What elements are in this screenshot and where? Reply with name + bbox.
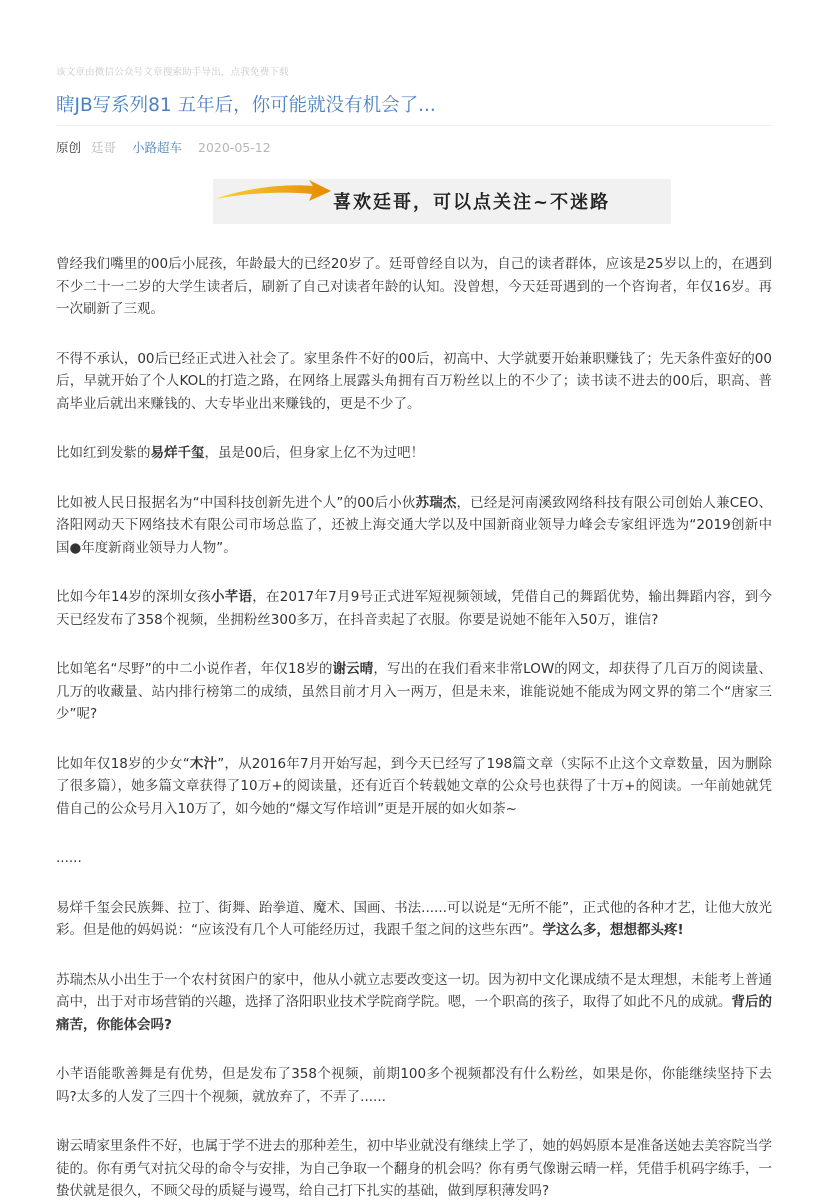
bold-name: 苏瑞杰 bbox=[415, 494, 457, 511]
bold-name: 木汁 bbox=[189, 755, 218, 772]
bold-name: 小芊语 bbox=[211, 589, 253, 605]
paragraph: 不得不承认，00后已经正式进入社会了。家里条件不好的00后，初高中、大学就要开始兼职赚钱了；先天条件蛮好的00后，早就开始了个人KOL的打造之路，在网络上展露头角拥有百万粉丝以上的不少了；读书读不进去的00后，职高、普高毕业后就出来赚钱的、大专毕业出来赚钱的，更是不少了。 bbox=[56, 350, 772, 412]
paragraph: 比如年仅18岁的少女“木汁”，从2016年7月开始写起，到今天已经写了198篇文章（实际不止这个文章数量，因为删除了很多篇），她多篇文章获得了10万+的阅读量，还有近百个转载她文章的公众号也获得了十万+的阅读。一年前她就凭借自己的公众号月入10万了，如今她的“爆文写作培训”更是开展的如火如荼~ bbox=[56, 755, 773, 817]
paragraph: 谢云晴家里条件不好，也属于学不进去的那种差生，初中毕业就没有继续上学了，她的妈妈原本是准备送她去美容院当学徒的。你有勇气对抗父母的命令与安排，为自己争取一个翻身的机会吗？你有勇气像谢云晴一样，凭借手机码字练手，一蛰伏就是很久，不顾父母的质疑与谩骂，给自己打下扎实的基础，做到厚积薄发吗? bbox=[56, 1138, 772, 1199]
title-divider bbox=[56, 125, 772, 126]
publish-date: 2020-05-12 bbox=[198, 140, 271, 155]
banner-caption: 喜欢廷哥，可以点关注~不迷路 bbox=[333, 192, 611, 213]
account-link[interactable]: 小路超车 bbox=[132, 140, 183, 155]
paragraph: 小芊语能歌善舞是有优势，但是发布了358个视频，前期100多个视频都没有什么粉丝，如果是你，你能继续坚持下去吗?太多的人发了三四十个视频，就放弃了，不弄了...... bbox=[56, 1066, 772, 1105]
article-title: 瞎JB写系列81 五年后，你可能就没有机会了... bbox=[56, 95, 436, 116]
paragraph: 苏瑞杰从小出生于一个农村贫困户的家中，他从小就立志要改变这一切。因为初中文化课成绩不是太理想，未能考上普通高中，出于对市场营销的兴趣，选择了洛阳职业技术学院商学院。嗯，一个职高的孩子，取得了如此不凡的成就。背后的痛苦，你能体会吗? bbox=[56, 971, 773, 1033]
paragraph: 比如红到发紫的易烊千玺，虽是00后，但身家上亿不为过吧！ bbox=[56, 445, 425, 461]
bold-name: 谢云晴 bbox=[332, 661, 374, 677]
paragraph: 比如今年14岁的深圳女孩小芊语，在2017年7月9号正式进军短视频领域，凭借自己的舞蹈优势，输出舞蹈内容，到今天已经发布了358个视频，坐拥粉丝300多万，在抖音卖起了衣服。你要是说她不能年入50万，谁信? bbox=[56, 589, 773, 628]
follow-banner-image bbox=[213, 179, 671, 224]
export-source-link[interactable]: 该文章由微信公众号文章搜索助手导出，点我免费下载 bbox=[56, 67, 289, 78]
paragraph: 比如笔名“尽野”的中二小说作者，年仅18岁的谢云晴，写出的在我们看来非常LOW的网文，却获得了几百万的阅读量、几万的收藏量、站内排行榜第二的成绩，虽然目前才月入一两万，但是未来，谁能说她不能成为网文界的第二个“唐家三少”呢? bbox=[56, 661, 772, 722]
original-tag: 原创 bbox=[56, 140, 82, 155]
author-name: 廷哥 bbox=[91, 140, 117, 155]
paragraph: 比如被人民日报据名为“中国科技创新先进个人”的00后小伙苏瑞杰，已经是河南溪致网络科技有限公司创始人兼CEO、洛阳网动天下网络技术有限公司市场总监了，还被上海交通大学以及中国新商业领导力峰会专家组评选为“2019创新中国●年度新商业领导力人物”。 bbox=[56, 494, 772, 556]
article-body bbox=[56, 253, 772, 1203]
bold-emphasis: 背后的痛苦，你能体会吗? bbox=[56, 994, 773, 1033]
paragraph: ...... bbox=[56, 850, 82, 866]
bold-emphasis: 学这么多，想想都头疼! bbox=[542, 922, 684, 938]
paragraph: 易烊千玺会民族舞、拉丁、街舞、跆拳道、魔术、国画、书法......可以说是“无所不能”，正式他的各种才艺，让他大放光彩。但是他的妈妈说：“应该没有几个人可能经历过，我跟千玺之间的这些东西”。学这么多，想想都头疼! bbox=[56, 899, 772, 938]
paragraph: 曾经我们嘴里的00后小屁孩，年龄最大的已经20岁了。廷哥曾经自以为，自己的读者群体，应该是25岁以上的，在遇到不少二十一二岁的大学生读者后，刷新了自己对读者年龄的认知。没曾想，今天廷哥遇到的一个咨询者，年仅16岁。再一次刷新了三观。 bbox=[56, 256, 772, 317]
article-meta bbox=[56, 139, 271, 157]
bold-name: 易烊千玺 bbox=[150, 445, 205, 461]
